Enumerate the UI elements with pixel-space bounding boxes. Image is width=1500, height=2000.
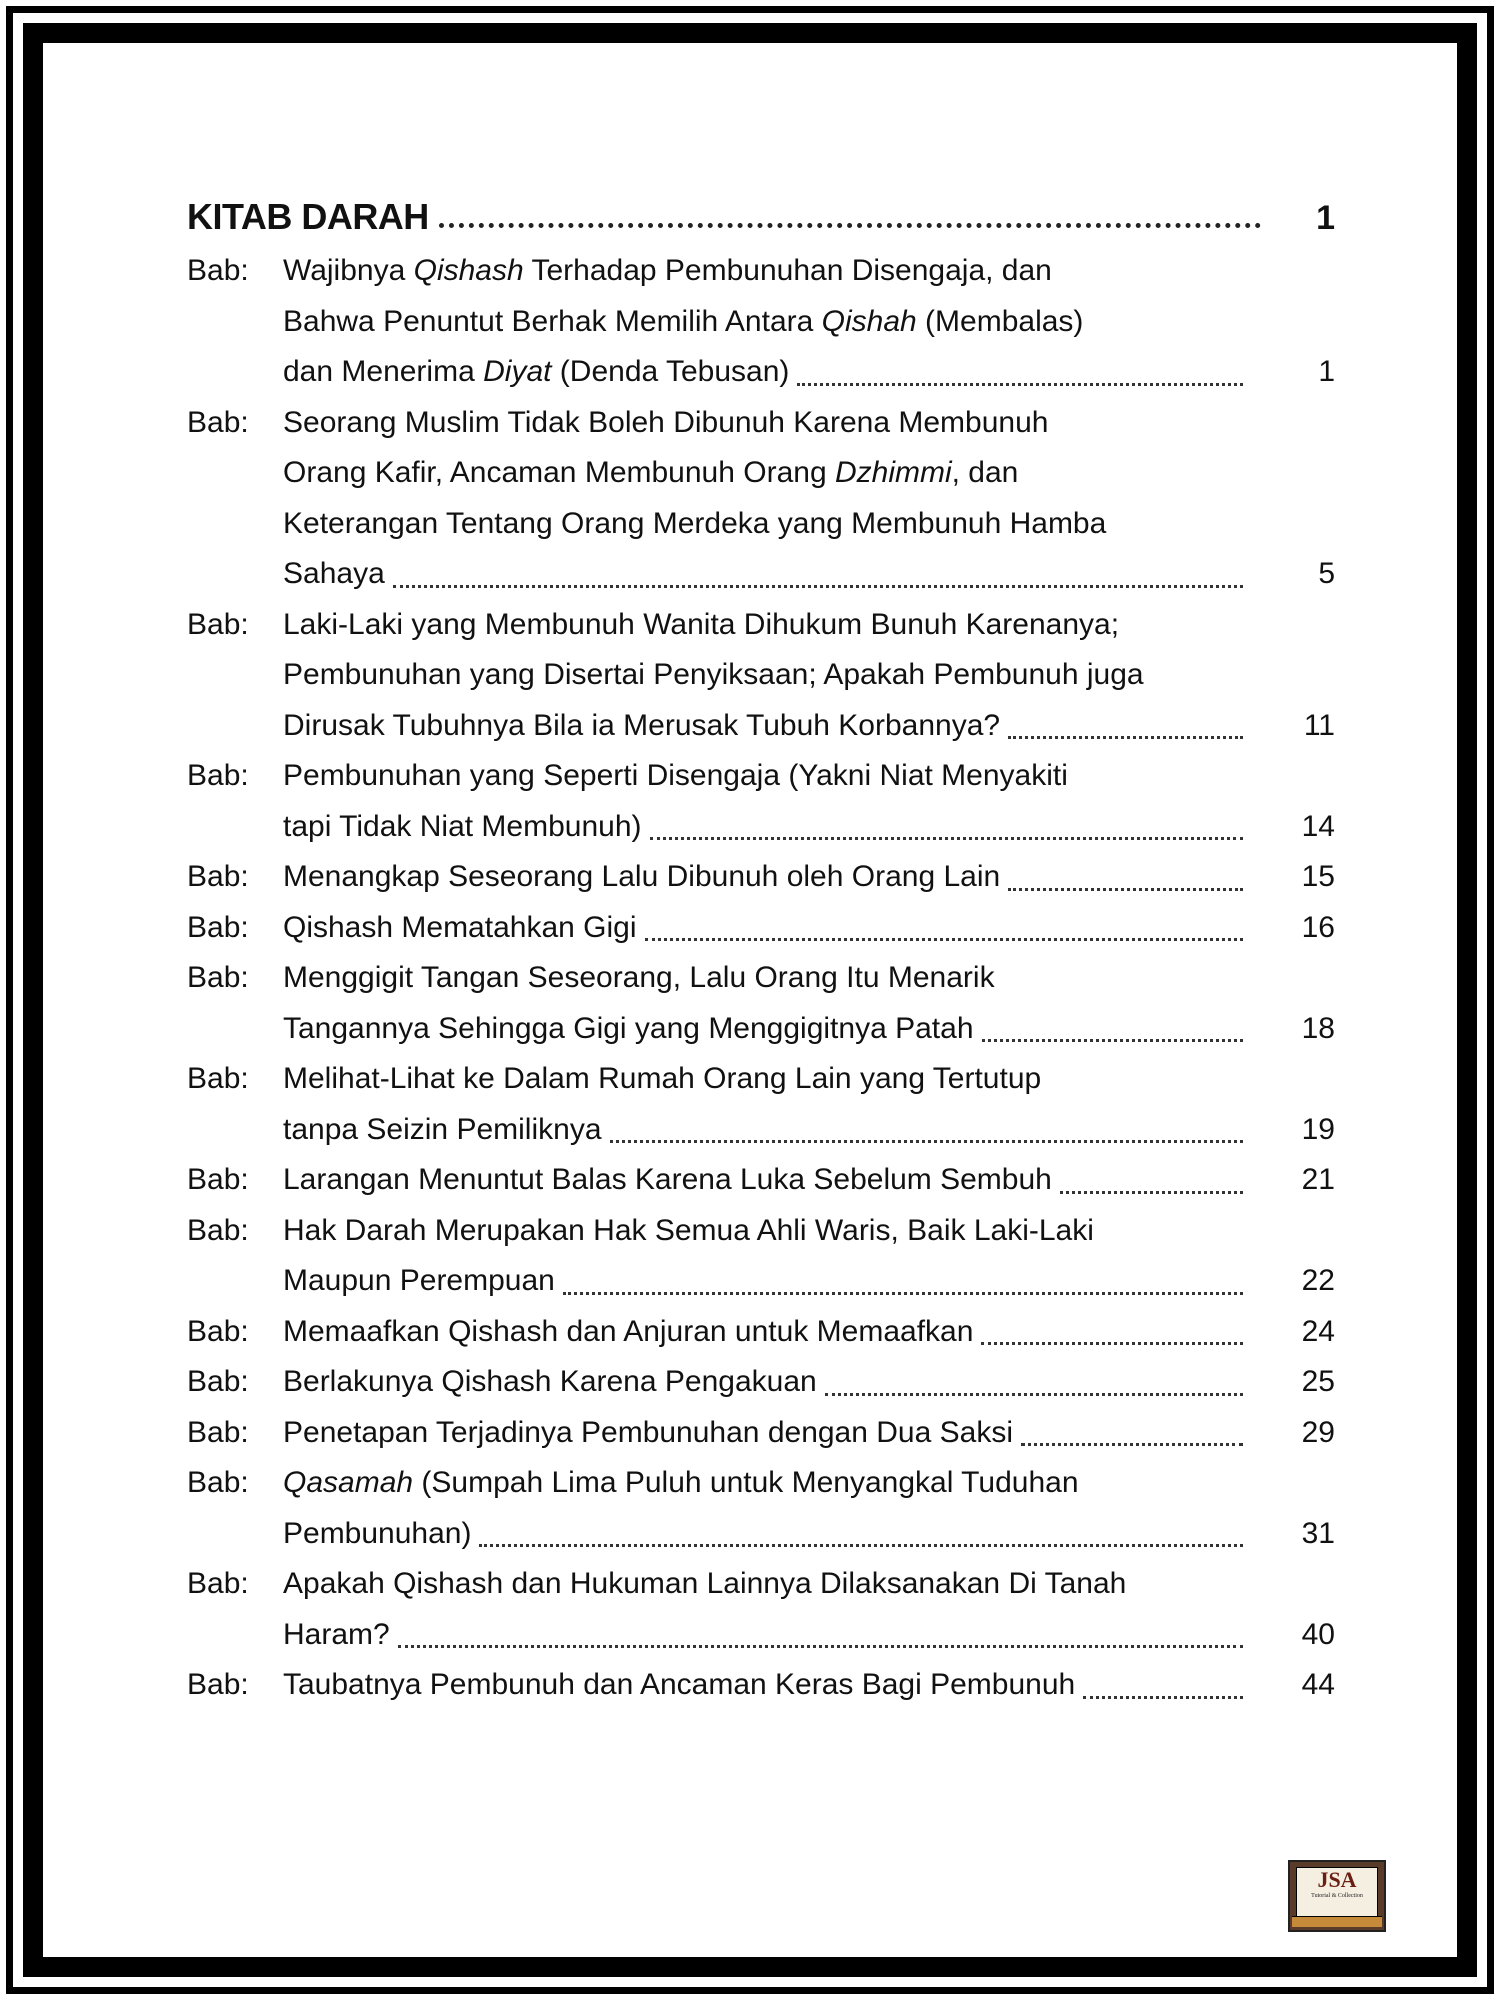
toc-entry <box>187 1155 1335 1206</box>
toc-entry-text: Menangkap Seseorang Lalu Dibunuh oleh Orang Lain <box>283 860 1001 893</box>
toc-entry <box>187 1660 1335 1711</box>
leader-dots <box>650 837 1243 840</box>
toc-entry-text: Taubatnya Pembunuh dan Ancaman Keras Bagi Pembunuh <box>283 1668 1076 1701</box>
toc-entry-body <box>283 398 1335 600</box>
toc-entry <box>187 398 1335 600</box>
toc-entry-body <box>283 246 1335 398</box>
toc-entry-line <box>283 1307 1335 1358</box>
leader-dots <box>1008 736 1243 739</box>
toc-entry-line <box>283 751 1335 802</box>
toc-entry-line <box>283 1155 1335 1206</box>
toc-entry-text: Qishash Mematahkan Gigi <box>283 910 637 944</box>
toc-entry-text: Pembunuhan yang Disertai Penyiksaan; Apakah Pembunuh juga <box>283 658 1144 691</box>
toc-entry-prefix: Bab: <box>187 1415 249 1449</box>
leader-dots <box>439 223 1261 228</box>
toc-entry-page: 29 <box>1301 1415 1335 1449</box>
toc-entry-prefix: Bab: <box>187 1314 249 1348</box>
toc-entry-text: Pembunuhan) <box>283 1516 472 1550</box>
toc-entry-line <box>283 448 1335 499</box>
toc-entry-body <box>283 1307 1335 1358</box>
toc-entry-line <box>283 600 1335 651</box>
toc-entry <box>187 1054 1335 1155</box>
toc-entry-body <box>283 600 1335 752</box>
toc-heading <box>187 178 1335 238</box>
leader-dots <box>825 1393 1243 1396</box>
toc-entry-prefix: Bab: <box>187 1062 249 1095</box>
toc-entry-text: tanpa Seizin Pemiliknya <box>283 1112 602 1146</box>
toc-entry-text: tapi Tidak Niat Membunuh) <box>283 809 642 843</box>
toc-entry-line <box>283 1408 1335 1459</box>
toc-entry-text: Memaafkan Qishash dan Anjuran untuk Memaafkan <box>283 1314 974 1348</box>
toc-heading-title: KITAB DARAH <box>187 196 429 237</box>
leader-dots <box>610 1140 1243 1143</box>
toc-entry-text: Orang Kafir, Ancaman Membunuh Orang Dzhimmi, dan <box>283 456 1019 489</box>
toc-entry-line <box>283 1206 1335 1257</box>
toc-entry-body <box>283 1408 1335 1459</box>
toc-entry-body <box>283 852 1335 903</box>
toc-entry-line <box>283 953 1335 1004</box>
toc-entry-body <box>283 1155 1335 1206</box>
leader-dots <box>1083 1696 1243 1699</box>
toc-entries <box>187 246 1335 1711</box>
logo-subtitle: Tutorial & Collection <box>1311 1893 1363 1899</box>
toc-entry-line <box>283 1054 1335 1105</box>
toc-entry-line <box>283 802 1335 853</box>
leader-dots <box>393 585 1243 588</box>
leader-dots <box>1021 1443 1243 1446</box>
logo-mark: JSA <box>1317 1867 1357 1892</box>
toc-entry-text: Qasamah (Sumpah Lima Puluh untuk Menyangkal Tuduhan <box>283 1466 1079 1499</box>
toc-entry-text: Keterangan Tentang Orang Merdeka yang Membunuh Hamba <box>283 506 1107 540</box>
toc-entry-text: Penetapan Terjadinya Pembunuhan dengan Dua Saksi <box>283 1415 1013 1449</box>
toc-entry-line <box>283 1004 1335 1055</box>
table-of-contents <box>187 178 1335 1711</box>
toc-entry <box>187 1559 1335 1660</box>
toc-entry-page: 19 <box>1301 1112 1335 1146</box>
toc-entry-text: Hak Darah Merupakan Hak Semua Ahli Waris, Baik Laki-Laki <box>283 1213 1094 1247</box>
toc-entry-prefix: Bab: <box>187 759 249 792</box>
toc-entry-text: Dirusak Tubuhnya Bila ia Merusak Tubuh Korbannya? <box>283 708 1001 742</box>
leader-dots <box>563 1292 1243 1295</box>
toc-entry-page: 21 <box>1301 1163 1335 1196</box>
toc-entry-body <box>283 1054 1335 1155</box>
toc-entry-page: 11 <box>1303 708 1335 742</box>
toc-entry-line <box>283 1256 1335 1307</box>
toc-entry-page: 40 <box>1301 1617 1335 1651</box>
toc-entry <box>187 1458 1335 1559</box>
toc-entry-text: Maupun Perempuan <box>283 1264 555 1297</box>
toc-entry-text: Bahwa Penuntut Berhak Memilih Antara Qishah (Membalas) <box>283 304 1084 338</box>
toc-entry-line <box>283 1610 1335 1661</box>
toc-entry-prefix: Bab: <box>187 961 249 994</box>
toc-entry-line <box>283 1458 1335 1509</box>
leader-dots <box>1060 1191 1243 1194</box>
publisher-logo <box>1288 1860 1386 1932</box>
toc-entry-page: 15 <box>1301 860 1335 893</box>
toc-entry-body <box>283 903 1335 954</box>
leader-dots <box>1008 888 1243 891</box>
leader-dots <box>398 1645 1243 1648</box>
toc-entry-page: 1 <box>1318 355 1335 388</box>
toc-entry-prefix: Bab: <box>187 1668 249 1701</box>
toc-entry-line <box>283 701 1335 752</box>
toc-entry-prefix: Bab: <box>187 1365 249 1398</box>
toc-entry-page: 18 <box>1301 1011 1335 1045</box>
toc-entry-text: Pembunuhan yang Seperti Disengaja (Yakni Niat Menyakiti <box>283 759 1068 792</box>
leader-dots <box>981 1342 1243 1345</box>
toc-entry-page: 5 <box>1318 557 1335 590</box>
toc-entry-body <box>283 1559 1335 1660</box>
toc-entry-page: 31 <box>1301 1516 1335 1550</box>
toc-entry-prefix: Bab: <box>187 1213 249 1247</box>
toc-entry-prefix: Bab: <box>187 910 249 944</box>
toc-entry <box>187 1408 1335 1459</box>
logo-screen <box>1296 1867 1378 1917</box>
toc-heading-page: 1 <box>1316 199 1335 237</box>
toc-entry-body <box>283 1357 1335 1408</box>
toc-entry-prefix: Bab: <box>187 254 249 287</box>
toc-entry <box>187 751 1335 852</box>
toc-entry-body <box>283 1458 1335 1559</box>
toc-entry-text: Haram? <box>283 1617 390 1651</box>
toc-entry-prefix: Bab: <box>187 1567 249 1600</box>
leader-dots <box>982 1039 1244 1042</box>
toc-entry <box>187 246 1335 398</box>
toc-entry-line <box>283 1559 1335 1610</box>
toc-entry-prefix: Bab: <box>187 405 249 439</box>
leader-dots <box>797 383 1243 386</box>
toc-entry-prefix: Bab: <box>187 607 249 641</box>
toc-entry-line <box>283 903 1335 954</box>
toc-entry-body <box>283 1206 1335 1307</box>
toc-entry-text: Menggigit Tangan Seseorang, Lalu Orang Itu Menarik <box>283 961 995 994</box>
toc-entry-text: Melihat-Lihat ke Dalam Rumah Orang Lain yang Tertutup <box>283 1062 1042 1095</box>
toc-entry-text: Apakah Qishash dan Hukuman Lainnya Dilaksanakan Di Tanah <box>283 1567 1127 1600</box>
toc-entry-line <box>283 1105 1335 1156</box>
toc-entry-text: Larangan Menuntut Balas Karena Luka Sebelum Sembuh <box>283 1163 1052 1196</box>
toc-entry-page: 14 <box>1301 809 1335 843</box>
logo-base <box>1292 1916 1382 1927</box>
toc-entry-text: Seorang Muslim Tidak Boleh Dibunuh Karena Membunuh <box>283 405 1049 439</box>
toc-entry-line <box>283 1357 1335 1408</box>
toc-entry-line <box>283 297 1335 348</box>
toc-entry-line <box>283 650 1335 701</box>
toc-entry-line <box>283 1509 1335 1560</box>
toc-entry <box>187 600 1335 752</box>
toc-entry-page: 44 <box>1301 1668 1335 1701</box>
toc-entry <box>187 1357 1335 1408</box>
toc-entry-text: Tangannya Sehingga Gigi yang Menggigitnya Patah <box>283 1011 974 1045</box>
toc-entry-line <box>283 347 1335 398</box>
toc-entry-line <box>283 246 1335 297</box>
toc-entry-prefix: Bab: <box>187 1163 249 1196</box>
toc-entry-text: Berlakunya Qishash Karena Pengakuan <box>283 1365 817 1398</box>
leader-dots <box>645 938 1244 941</box>
toc-entry-line <box>283 549 1335 600</box>
toc-entry <box>187 1307 1335 1358</box>
toc-entry-body <box>283 953 1335 1054</box>
toc-entry-prefix: Bab: <box>187 1466 249 1499</box>
leader-dots <box>479 1544 1243 1547</box>
toc-entry <box>187 852 1335 903</box>
toc-entry-text: Laki-Laki yang Membunuh Wanita Dihukum Bunuh Karenanya; <box>283 607 1120 641</box>
toc-entry <box>187 953 1335 1054</box>
toc-entry-line <box>283 398 1335 449</box>
toc-entry-page: 16 <box>1301 910 1335 944</box>
toc-entry-text: Sahaya <box>283 557 385 590</box>
toc-entry-line <box>283 852 1335 903</box>
toc-entry <box>187 903 1335 954</box>
toc-entry-text: dan Menerima Diyat (Denda Tebusan) <box>283 355 790 388</box>
toc-entry-line <box>283 499 1335 550</box>
toc-entry-page: 24 <box>1301 1314 1335 1348</box>
toc-entry-text: Wajibnya Qishash Terhadap Pembunuhan Disengaja, dan <box>283 254 1052 287</box>
toc-entry-line <box>283 1660 1335 1711</box>
toc-entry <box>187 1206 1335 1307</box>
toc-entry-page: 25 <box>1301 1365 1335 1398</box>
toc-entry-body <box>283 1660 1335 1711</box>
toc-entry-body <box>283 751 1335 852</box>
toc-entry-prefix: Bab: <box>187 860 249 893</box>
toc-entry-page: 22 <box>1301 1264 1335 1297</box>
